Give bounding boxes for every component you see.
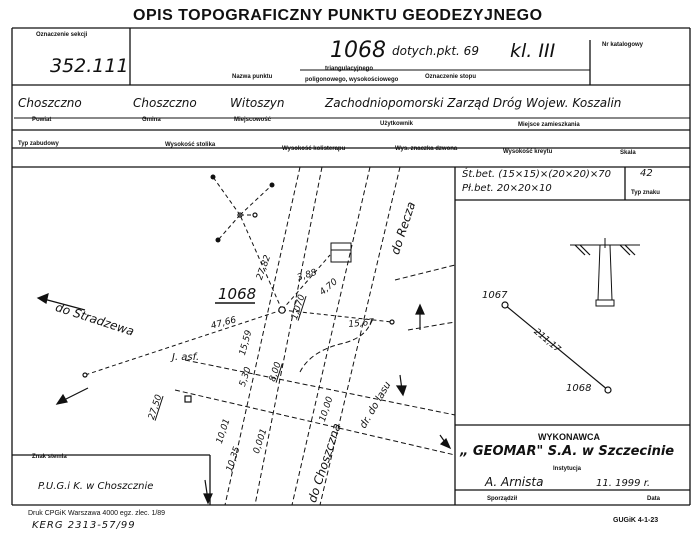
- dimension-label: 10,35: [225, 445, 243, 474]
- institution-label: Instytucja: [553, 466, 582, 472]
- table-height-label: Wysokość stolika: [165, 142, 216, 148]
- dimension-label: 47,66: [210, 315, 238, 332]
- user-value: Zachodniopomorski Zarząd Dróg Wojew. Koszalin: [325, 96, 622, 110]
- contractor-person: A. Arnista: [485, 475, 544, 489]
- type-triangulation: triangulacyjnego: [325, 66, 374, 72]
- scale-label: Skala: [620, 150, 636, 156]
- main-point-marker: [279, 307, 285, 313]
- contractor-label: WYKONAWCA: [538, 432, 600, 442]
- dimension-label: 5,30: [238, 365, 254, 389]
- commune-label: Gmina: [142, 117, 161, 123]
- class-value: kl. III: [510, 40, 556, 62]
- dimension-label: 4,70: [318, 277, 340, 298]
- type-code: 42: [640, 168, 653, 179]
- dimension-label: 10,01: [215, 417, 233, 446]
- sketch-point-label: 1068: [218, 285, 257, 303]
- dimension-label: 15,59: [238, 329, 255, 357]
- date-label: Data: [647, 496, 661, 502]
- road-lasu: dr. do lasu: [358, 379, 394, 431]
- contractor-name: „ GEOMAR" S.A. w Szczecinie: [460, 444, 675, 459]
- dimension-label: 27,50: [147, 393, 165, 422]
- measure-lines: [85, 177, 392, 375]
- print-note: Druk CPGiK Warszawa 4000 egz. zlec. 1/89: [28, 510, 166, 517]
- dimension-label: 1,070: [290, 293, 308, 322]
- side-distance: 211,17: [531, 327, 563, 355]
- road-recz: do Recza: [388, 199, 419, 257]
- stamp-label-footer: Znak stemla: [32, 454, 67, 460]
- stamp-label: Oznaczenie stopu: [425, 74, 477, 80]
- form-code: GUGiK 4-1-23: [613, 517, 659, 524]
- dimension-label: 3,88: [296, 267, 319, 284]
- print-code: KERG 2313-57/99: [32, 520, 136, 531]
- county-label: Powiat: [32, 117, 52, 123]
- point-name-label: Nazwa punktu: [232, 74, 273, 80]
- dimension-label: 10,00: [318, 395, 336, 424]
- type-polygon: poligonowego, wysokościowego: [305, 77, 399, 83]
- dimension-label: 8,00: [268, 360, 284, 384]
- dimension-label: 15,67: [348, 317, 375, 330]
- section-label: Oznaczenie sekcji: [36, 32, 88, 38]
- marker-line-1: Śt.bet. (15×15)×(20×20)×70: [462, 169, 611, 180]
- side-point-a: 1067: [482, 290, 508, 301]
- mark-height-label: Wys. znaczka dzwona: [395, 146, 458, 152]
- placement-label: Miejsce zamieszkania: [518, 122, 580, 128]
- office-stamp: P.U.G.i K. w Choszcznie: [38, 481, 154, 492]
- road-stradzewo: do Stradzewa: [53, 300, 136, 339]
- compiled-label: Sporządził: [487, 496, 518, 502]
- county-value: Choszczno: [18, 96, 82, 110]
- dimension-label: 0,001: [252, 427, 270, 456]
- locality-value: Witoszyn: [230, 96, 285, 110]
- commune-value: Choszczno: [133, 96, 197, 110]
- form-title: OPIS TOPOGRAFICZNY PUNKTU GEODEZYJNEGO: [133, 7, 543, 24]
- sign-height-label: Wysokość kolisterapu: [282, 146, 346, 152]
- locality-label: Miejscowość: [234, 117, 272, 123]
- road-choszczno: do Choszczna: [305, 421, 344, 505]
- asphalt-label: J. asf.: [172, 352, 200, 363]
- type-code-label: Typ znaku: [631, 190, 660, 196]
- marker-line-2: Pł.bet. 20×20×10: [462, 183, 552, 194]
- point-number: 1068: [330, 38, 386, 63]
- section-value: 352.111: [50, 55, 129, 77]
- monument-height-label: Wysokość kreytu: [503, 149, 553, 155]
- catalog-label: Nr katalogowy: [602, 42, 644, 48]
- point-reference: dotych.pkt. 69: [392, 44, 479, 58]
- user-label: Użytkownik: [380, 121, 414, 127]
- dimension-label: 27,82: [255, 253, 274, 282]
- side-point-b: 1068: [566, 383, 592, 394]
- type-label: Typ zabudowy: [18, 141, 59, 147]
- contractor-date: 11. 1999 r.: [596, 478, 651, 489]
- monument-section: [570, 238, 640, 306]
